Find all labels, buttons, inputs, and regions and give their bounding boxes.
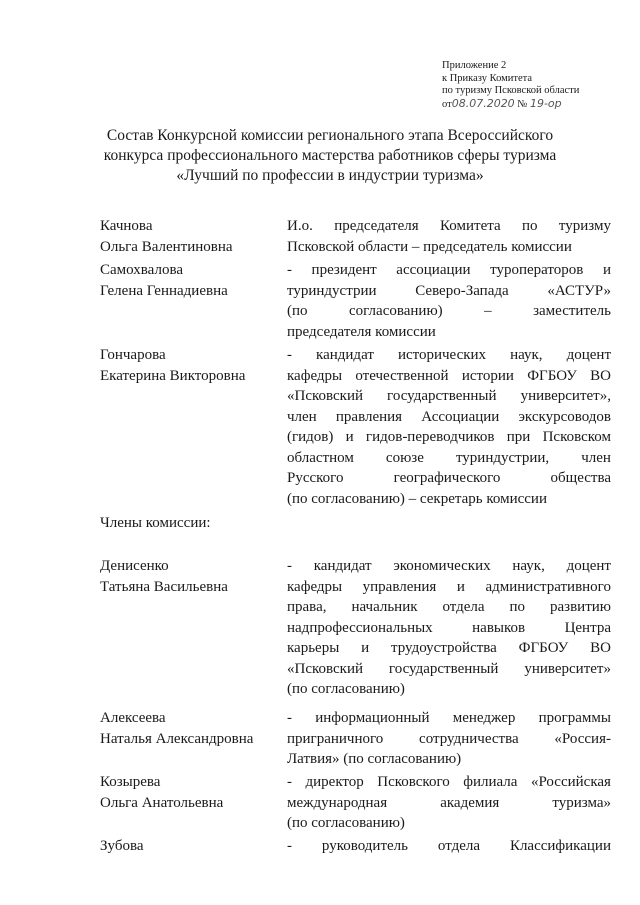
role-word: туриндустрии [287,282,377,299]
member-role [287,708,611,770]
member-role [287,772,611,834]
role-word: менеджер [452,710,516,726]
member-name [100,260,280,301]
role-word: при [506,429,531,445]
role-word: член [287,408,317,425]
member-name [100,772,280,813]
role-word: ВО [590,367,611,384]
members-label: Члены комиссии: [100,515,211,531]
role-line [287,468,611,489]
role-word: наук, [512,558,545,574]
role-word: Классификации [509,838,611,854]
appendix-line: по туризму Псковской области [442,85,580,96]
member-role [287,836,611,857]
role-word: университет», [520,388,611,404]
role-word: - [287,838,292,854]
role-word: международная [287,794,388,811]
role-word: права, [287,599,327,615]
role-word: приграничного [287,730,384,747]
role-word: председателя [334,218,419,234]
role-word: истории [461,367,514,384]
role-word: Ассоциации [421,408,500,425]
role-word: И.о. [287,218,313,234]
role-word: «Россия- [554,730,611,747]
role-line [287,836,611,857]
role-word: надпрофессиональных [287,619,433,636]
role-word: отдела [437,838,481,854]
role-word: наук, [510,347,543,363]
member-given-name: Екатерина Викторовна [100,367,246,384]
role-line [287,301,611,322]
role-line [287,577,611,598]
role-line [287,556,611,577]
role-word: Русского [287,470,344,486]
role-word: «Псковский [287,388,364,404]
role-line [287,772,611,793]
member-surname: Алексеева [100,710,166,726]
role-word: развитию [550,599,611,615]
role-line: (по согласованию) [287,681,405,697]
role-word: и [456,578,465,595]
role-word: (гидов) [287,429,334,445]
role-line: (по согласованию) [287,815,405,831]
role-line [287,366,611,387]
member-name [100,836,280,857]
role-word: отечественной [355,367,449,384]
role-word: туриндустрии, [455,449,550,466]
role-word: Центра [564,619,611,636]
role-word: информационный [315,710,430,726]
role-line: председателя комиссии [287,323,436,340]
role-word: – [484,303,492,319]
role-line: Латвия» (по согласованию) [287,751,462,767]
role-word: ВО [590,640,611,656]
role-word: (по [287,303,308,319]
role-word: гидов-переводчиков [365,429,495,445]
member-name [100,556,280,597]
role-word: - [287,774,292,790]
role-word: член [581,449,611,466]
role-word: государственный [387,388,497,404]
role-word: по [509,599,526,615]
role-word: - [287,347,292,363]
role-line [287,659,611,680]
role-word: управления [362,578,437,595]
role-line [287,618,611,639]
role-line [287,260,611,281]
member-surname: Козырева [100,774,161,790]
role-word: кафедры [287,367,343,384]
role-word: руководитель [321,838,408,854]
handwritten-date: 08.07.2020 [451,96,515,110]
role-word: союзе [385,449,424,466]
role-line [287,216,611,237]
role-word: кандидат [316,347,374,363]
member-role [287,216,611,257]
member-surname: Гончарова [100,347,166,363]
role-word: исторических [397,347,487,363]
role-word: начальник [351,599,418,615]
role-line [287,597,611,618]
role-word: заместитель [533,303,611,319]
role-word: - [287,558,292,574]
role-word: «Российская [530,774,611,790]
role-word: президент [311,262,377,278]
role-word: кандидат [313,558,372,574]
role-line: (по согласованию) – секретарь комиссии [287,490,547,507]
role-word: сотрудничества [419,730,519,747]
role-word: академия [440,794,500,811]
member-role [287,260,611,342]
role-word: доцент [566,347,611,363]
handwritten-number: 19-ор [529,96,562,110]
role-word: навыков [472,619,526,636]
role-line [287,407,611,428]
role-word: отдела [442,599,485,615]
role-word: филиала [463,774,518,790]
role-word: университет» [524,660,611,677]
role-line [287,729,611,750]
role-word: и [345,429,354,445]
role-line [287,345,611,366]
title-line: «Лучший по профессии в индустрии туризма» [176,167,484,184]
appendix-date-prefix: от [442,98,452,110]
role-word: Комитета [440,218,501,234]
role-line [287,386,611,407]
appendix-line: к Приказу Комитета [442,72,533,84]
role-word: административного [485,578,611,595]
role-word: ФГБОУ [527,367,577,384]
role-word: государственный [388,660,499,677]
member-surname: Самохвалова [100,262,183,278]
member-name [100,708,280,749]
role-word: директор [305,774,364,790]
role-line [287,448,611,469]
appendix-date-line [442,98,622,112]
role-word: трудоустройства [390,640,497,656]
role-word: кафедры [287,578,343,595]
role-word: ассоциации [396,262,471,278]
member-given-name: Гелена Геннадиевна [100,282,228,299]
member-name [100,216,280,257]
member-given-name: Ольга Валентиновна [100,238,233,255]
member-given-name: Наталья Александровна [100,730,254,747]
role-word: туризму [558,218,611,234]
role-word: карьеры [287,640,340,656]
role-word: туризма» [552,794,611,811]
role-word: экономических [393,558,491,574]
role-word: экскурсоводов [518,408,611,425]
title-line: конкурса профессионального мастерства работников сферы туризма [103,147,557,164]
role-line: Псковской области – председатель комиссии [287,238,572,255]
role-line [287,281,611,302]
role-line [287,708,611,729]
member-given-name: Ольга Анатольевна [100,794,224,811]
role-word: правления [335,408,403,425]
role-word: и [361,640,370,656]
role-word: доцент [566,558,611,574]
appendix-header [442,60,622,111]
role-word: общества [550,470,611,486]
member-role [287,556,611,700]
document-title [60,126,600,186]
role-word: Псковского [377,774,450,790]
member-surname: Качнова [100,218,153,234]
role-word: - [287,262,292,278]
member-surname: Денисенко [100,558,169,574]
role-line [287,793,611,814]
appendix-number-sign: № [517,98,528,110]
role-word: географического [393,470,501,486]
role-word: и [602,262,611,278]
role-word: «Псковский [287,660,364,677]
role-line [287,638,611,659]
role-word: Северо-Запада [415,282,509,299]
title-line: Состав Конкурсной комиссии регионального этапа Всероссийского [106,127,554,144]
member-role [287,345,611,509]
role-word: - [287,710,292,726]
member-name [100,345,280,386]
member-surname: Зубова [100,838,144,854]
appendix-line: Приложение 2 [442,60,507,71]
role-line [287,427,611,448]
member-given-name: Татьяна Васильевна [100,578,228,595]
role-word: «АСТУР» [547,282,611,299]
role-word: Псковском [542,429,611,445]
role-word: областном [287,449,354,466]
role-word: туроператоров [490,262,584,278]
role-word: программы [538,710,611,726]
role-word: ФГБОУ [518,640,569,656]
role-word: согласованию) [349,303,443,319]
role-word: по [522,218,538,234]
